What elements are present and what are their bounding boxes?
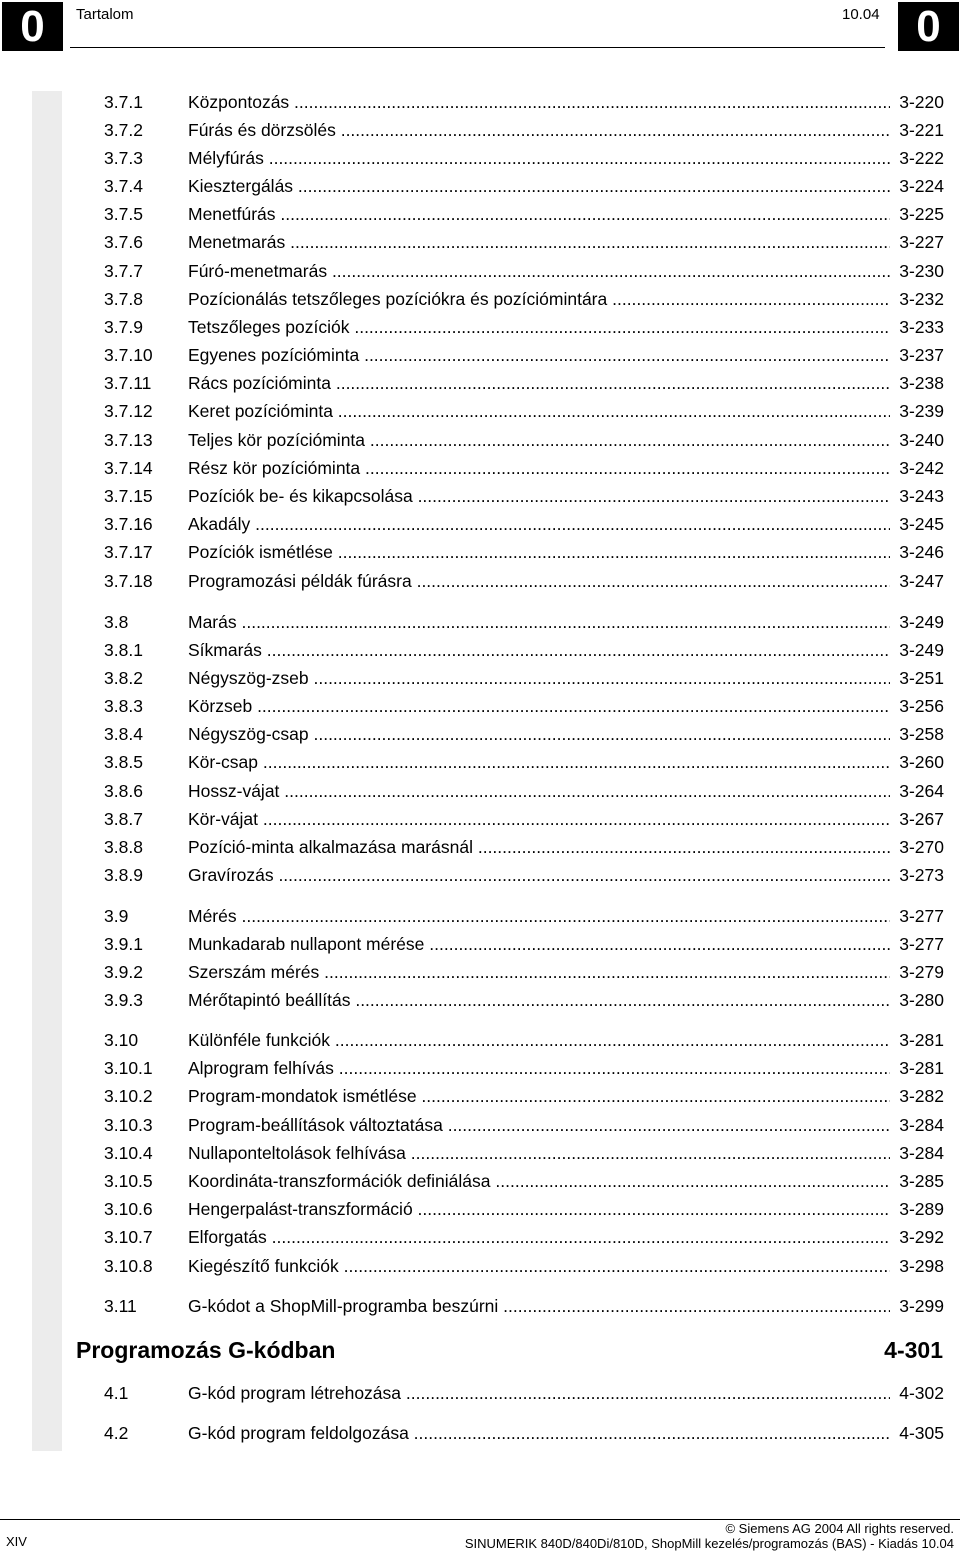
toc-entry-title: Szerszám mérés ..... [188, 961, 890, 983]
toc-entry-title: G-kód program feldolgozása ..... [188, 1422, 890, 1444]
toc-entry[interactable] [104, 780, 944, 802]
toc-entry-title: Fúrás és dörzsölés ..... [188, 119, 890, 141]
chapter-marker-right: 0 [898, 2, 959, 51]
toc-entry-number: 3.10.7 [104, 1227, 153, 1247]
toc-entry-number: 3.7.14 [104, 458, 153, 478]
toc-entry[interactable] [104, 723, 944, 745]
toc-entry-number: 3.10.6 [104, 1199, 153, 1219]
toc-entry-title: Egyenes pozícióminta ..... [188, 344, 890, 366]
toc-entry-title: Négyszög-csap ..... [188, 723, 890, 745]
toc-entry[interactable] [104, 203, 944, 225]
toc-entry-title: Menetfúrás ..... [188, 203, 890, 225]
toc-entry-title: Kör-vájat ..... [188, 808, 890, 830]
toc-entry[interactable] [104, 933, 944, 955]
header-version: 10.04 [842, 6, 880, 23]
toc-entry-number: 3.7.1 [104, 92, 143, 112]
toc-entry-page: 3-292 [899, 1227, 944, 1247]
toc-entry-number: 3.10.8 [104, 1256, 153, 1276]
toc-entry-title: Fúró-menetmarás ..... [188, 260, 890, 282]
toc-entry[interactable] [104, 175, 944, 197]
toc-entry-page: 3-277 [899, 906, 944, 926]
toc-entry-number: 3.7.13 [104, 430, 153, 450]
toc-chapter-title: Programozás G-kódban [76, 1337, 336, 1363]
footer-rule [0, 1519, 960, 1520]
toc-entry-page: 3-285 [899, 1171, 944, 1191]
toc-entry-page: 3-298 [899, 1256, 944, 1276]
toc-entry-title: Körzseb ..... [188, 695, 890, 717]
toc-entry-title: Kiesztergálás ..... [188, 175, 890, 197]
toc-entry-number: 3.8.3 [104, 696, 143, 716]
footer-page-number: XIV [6, 1534, 27, 1549]
toc-entry-number: 3.7.16 [104, 514, 153, 534]
toc-entry-title: Tetszőleges pozíciók ..... [188, 316, 890, 338]
toc-entry-page: 3-281 [899, 1058, 944, 1078]
toc-entry-page: 3-284 [899, 1143, 944, 1163]
toc-entry-title: Pozíció-minta alkalmazása marásnál ..... [188, 836, 890, 858]
toc-entry-number: 4.2 [104, 1423, 129, 1443]
toc-entry[interactable] [104, 1029, 944, 1051]
toc-entry-title: Alprogram felhívás ..... [188, 1057, 890, 1079]
toc-entry-number: 3.8.4 [104, 724, 143, 744]
toc-entry-title: Menetmarás ..... [188, 231, 890, 253]
toc-entry[interactable] [104, 905, 944, 927]
toc-entry-page: 3-242 [899, 458, 944, 478]
toc-entry[interactable] [104, 541, 944, 563]
toc-entry-page: 3-233 [899, 317, 944, 337]
toc-entry-page: 3-260 [899, 752, 944, 772]
toc-entry-title: Elforgatás ..... [188, 1226, 890, 1248]
toc-entry-title: G-kód program létrehozása ..... [188, 1382, 890, 1404]
toc-entry-number: 3.8.5 [104, 752, 143, 772]
toc-entry-number: 3.9 [104, 906, 129, 926]
toc-entry-page: 4-302 [899, 1383, 944, 1403]
toc-entry[interactable] [104, 429, 944, 451]
toc-entry-number: 3.8.8 [104, 837, 143, 857]
toc-entry-page: 3-281 [899, 1030, 944, 1050]
toc-entry-title: Mélyfúrás ..... [188, 147, 890, 169]
toc-entry-number: 3.10.3 [104, 1115, 153, 1135]
toc-entry-page: 3-299 [899, 1296, 944, 1316]
toc-entry-page: 3-246 [899, 542, 944, 562]
toc-entry-title: Különféle funkciók ..... [188, 1029, 890, 1051]
toc-entry-number: 3.9.1 [104, 934, 143, 954]
toc-entry-title: Mérés ..... [188, 905, 890, 927]
toc-entry[interactable] [104, 1295, 944, 1317]
toc-entry-page: 3-273 [899, 865, 944, 885]
toc-entry-number: 3.10.5 [104, 1171, 153, 1191]
toc-entry-title: Hossz-vájat ..... [188, 780, 890, 802]
toc-entry-page: 3-237 [899, 345, 944, 365]
toc-entry-title: Nullaponteltolások felhívása ..... [188, 1142, 890, 1164]
toc-entry-title: Gravírozás ..... [188, 864, 890, 886]
toc-entry-page: 3-264 [899, 781, 944, 801]
toc-entry[interactable] [104, 836, 944, 858]
toc-entry-page: 3-227 [899, 232, 944, 252]
toc-entry[interactable] [104, 667, 944, 689]
toc-entry[interactable] [104, 1085, 944, 1107]
toc-entry-number: 3.7.15 [104, 486, 153, 506]
toc-entry-number: 3.8.9 [104, 865, 143, 885]
toc-entry-page: 3-258 [899, 724, 944, 744]
toc-entry[interactable] [104, 344, 944, 366]
header-title: Tartalom [76, 6, 134, 23]
toc-entry-page: 3-239 [899, 401, 944, 421]
toc-entry-title: Marás ..... [188, 611, 890, 633]
toc-entry[interactable] [104, 961, 944, 983]
toc-chapter-page: 4-301 [884, 1337, 943, 1363]
toc-entry-page: 3-280 [899, 990, 944, 1010]
toc-entry[interactable] [104, 231, 944, 253]
toc-entry-title: Program-mondatok ismétlése ..... [188, 1085, 890, 1107]
toc-entry-page: 3-282 [899, 1086, 944, 1106]
toc-entry-page: 3-251 [899, 668, 944, 688]
toc-entry[interactable] [104, 989, 944, 1011]
toc-entry[interactable] [104, 1142, 944, 1164]
toc-entry-number: 3.10.2 [104, 1086, 153, 1106]
toc-entry-number: 3.8.7 [104, 809, 143, 829]
toc-entry-number: 3.9.3 [104, 990, 143, 1010]
toc-entry-page: 3-289 [899, 1199, 944, 1219]
toc-entry-number: 3.7.4 [104, 176, 143, 196]
toc-entry[interactable] [104, 400, 944, 422]
toc-entry-page: 3-249 [899, 612, 944, 632]
toc-entry-title: Központozás ..... [188, 91, 890, 113]
toc-entry[interactable] [104, 372, 944, 394]
toc-entry[interactable] [104, 1198, 944, 1220]
toc-entry-number: 3.9.2 [104, 962, 143, 982]
toc-entry[interactable] [104, 457, 944, 479]
toc-entry-number: 3.7.17 [104, 542, 153, 562]
toc-entry[interactable] [104, 611, 944, 633]
toc-entry-number: 3.8.6 [104, 781, 143, 801]
toc-entry[interactable] [104, 751, 944, 773]
toc-entry-title: Négyszög-zseb ..... [188, 667, 890, 689]
toc-entry[interactable] [104, 570, 944, 592]
toc-entry[interactable] [104, 695, 944, 717]
toc-entry-title: Munkadarab nullapont mérése ..... [188, 933, 890, 955]
header-rule [70, 47, 885, 48]
toc-entry[interactable] [104, 119, 944, 141]
toc-entry-number: 3.7.12 [104, 401, 153, 421]
toc-entry-title: Mérőtapintó beállítás ..... [188, 989, 890, 1011]
toc-entry[interactable] [104, 1170, 944, 1192]
footer-doc-title: SINUMERIK 840D/840Di/810D, ShopMill kezelés/programozás (BAS) - Kiadás 10.04 [464, 1536, 954, 1551]
toc-entry-number: 3.7.11 [104, 373, 152, 393]
toc-entry-title: Rács pozícióminta ..... [188, 372, 890, 394]
toc-entry-page: 3-232 [899, 289, 944, 309]
toc-entry-number: 3.8.2 [104, 668, 143, 688]
toc-entry-page: 4-305 [899, 1423, 944, 1443]
toc-entry-title: Kör-csap ..... [188, 751, 890, 773]
toc-entry-number: 3.10.1 [104, 1058, 153, 1078]
toc-entry-page: 3-267 [899, 809, 944, 829]
margin-shade [32, 91, 62, 1451]
toc-entry-page: 3-277 [899, 934, 944, 954]
toc-entry-number: 3.8 [104, 612, 129, 632]
toc-entry-number: 3.7.2 [104, 120, 143, 140]
toc-entry-number: 3.7.3 [104, 148, 143, 168]
toc-entry-page: 3-284 [899, 1115, 944, 1135]
toc-entry-title: G-kódot a ShopMill-programba beszúrni ..... [188, 1295, 890, 1317]
toc-entry-number: 3.10 [104, 1030, 139, 1050]
toc-entry[interactable] [104, 1422, 944, 1444]
toc-entry-page: 3-279 [899, 962, 944, 982]
toc-entry-number: 4.1 [104, 1383, 129, 1403]
toc-entry[interactable] [104, 147, 944, 169]
toc-entry-title: Koordináta-transzformációk definiálása ..... [188, 1170, 890, 1192]
toc-entry[interactable] [104, 639, 944, 661]
toc-entry-number: 3.7.18 [104, 571, 153, 591]
toc-entry-number: 3.11 [104, 1296, 137, 1316]
toc-entry-page: 3-225 [899, 204, 944, 224]
toc-entry-title: Síkmarás ..... [188, 639, 890, 661]
toc-entry[interactable] [104, 1382, 944, 1404]
toc-entry-title: Program-beállítások változtatása ..... [188, 1114, 890, 1136]
toc-entry[interactable] [104, 288, 944, 310]
footer-copyright: © Siemens AG 2004 All rights reserved. [725, 1521, 954, 1536]
toc-entry-title: Keret pozícióminta ..... [188, 400, 890, 422]
toc-entry[interactable] [104, 513, 944, 535]
toc-entry-page: 3-243 [899, 486, 944, 506]
toc-entry-page: 3-256 [899, 696, 944, 716]
toc-entry-title: Pozícionálás tetszőleges pozíciókra és pozíciómintára ..... [188, 288, 890, 310]
toc-entry-page: 3-240 [899, 430, 944, 450]
toc-entry-page: 3-247 [899, 571, 944, 591]
toc-entry-number: 3.7.10 [104, 345, 153, 365]
toc-entry[interactable] [104, 1057, 944, 1079]
toc-entry-number: 3.7.6 [104, 232, 143, 252]
toc-entry-title: Pozíciók ismétlése ..... [188, 541, 890, 563]
toc-entry[interactable] [104, 91, 944, 113]
toc-entry-title: Pozíciók be- és kikapcsolása ..... [188, 485, 890, 507]
toc-chapter-heading[interactable] [76, 1335, 943, 1365]
toc-entry-page: 3-249 [899, 640, 944, 660]
toc-entry-number: 3.10.4 [104, 1143, 153, 1163]
toc-entry[interactable] [104, 260, 944, 282]
toc-entry-title: Akadály ..... [188, 513, 890, 535]
toc-entry-page: 3-230 [899, 261, 944, 281]
toc-entry[interactable] [104, 485, 944, 507]
chapter-marker-left: 0 [2, 2, 63, 51]
toc-entry-title: Hengerpalást-transzformáció ..... [188, 1198, 890, 1220]
toc-entry-page: 3-220 [899, 92, 944, 112]
toc-entry-page: 3-224 [899, 176, 944, 196]
toc-entry[interactable] [104, 808, 944, 830]
toc-entry-page: 3-270 [899, 837, 944, 857]
toc-entry[interactable] [104, 316, 944, 338]
toc-entry-number: 3.7.7 [104, 261, 143, 281]
toc-entry-title: Teljes kör pozícióminta ..... [188, 429, 890, 451]
toc-entry-title: Programozási példák fúrásra ..... [188, 570, 890, 592]
toc-entry[interactable] [104, 1226, 944, 1248]
toc-entry-number: 3.7.8 [104, 289, 143, 309]
toc-entry-number: 3.7.5 [104, 204, 143, 224]
toc-entry-number: 3.7.9 [104, 317, 143, 337]
toc-entry-page: 3-238 [899, 373, 944, 393]
toc-entry[interactable] [104, 1255, 944, 1277]
toc-entry-title: Kiegészítő funkciók ..... [188, 1255, 890, 1277]
toc-entry-number: 3.8.1 [104, 640, 143, 660]
toc-entry-page: 3-221 [899, 120, 944, 140]
toc-entry[interactable] [104, 1114, 944, 1136]
toc-entry-page: 3-245 [899, 514, 944, 534]
toc-entry-page: 3-222 [899, 148, 944, 168]
toc-entry-title: Rész kör pozícióminta ..... [188, 457, 890, 479]
toc-entry[interactable] [104, 864, 944, 886]
